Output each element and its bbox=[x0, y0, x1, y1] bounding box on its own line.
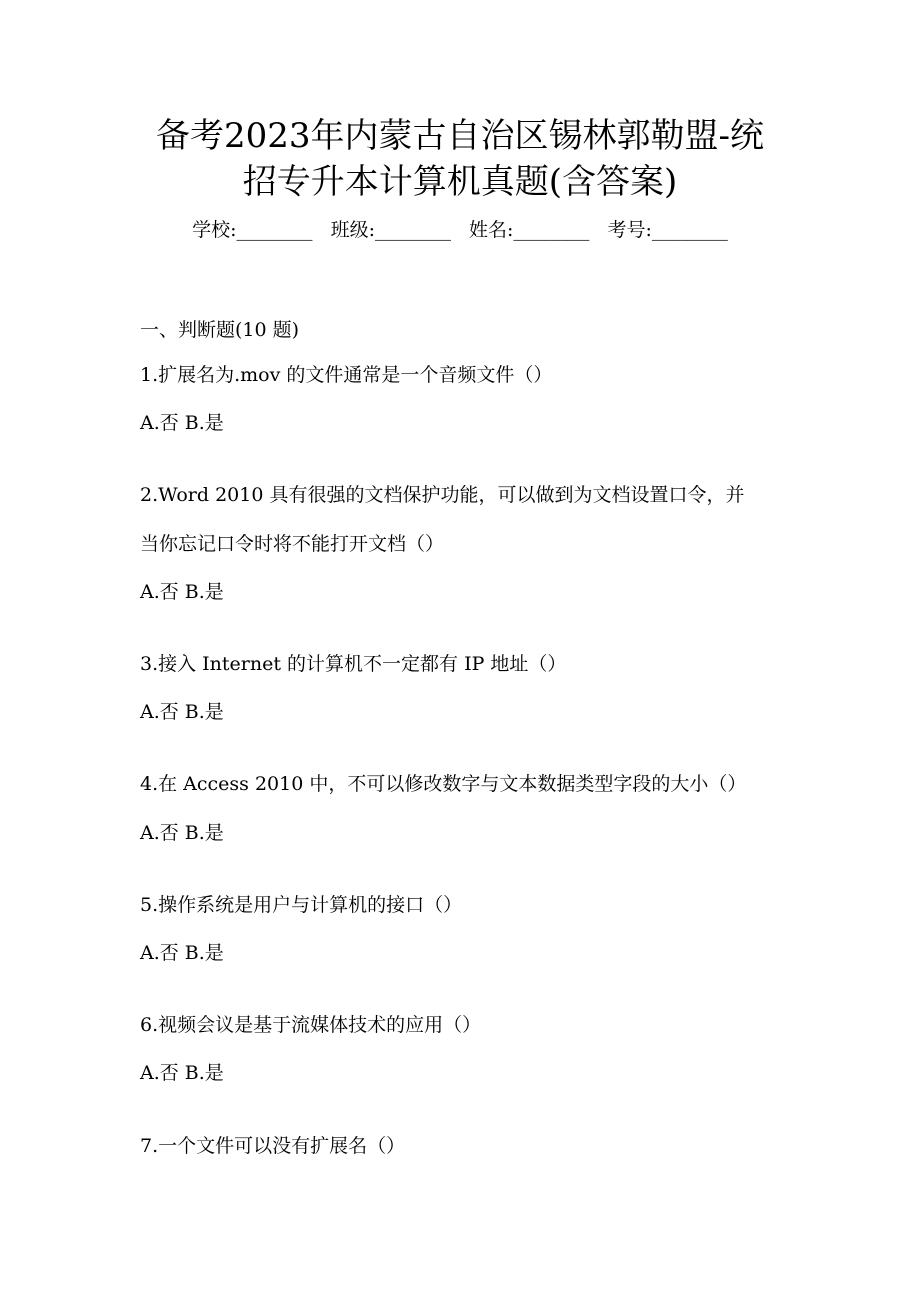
document-title-line1: 备考2023年内蒙古自治区锡林郭勒盟-统 bbox=[155, 116, 764, 156]
question-7-text: 7.一个文件可以没有扩展名（） bbox=[140, 1135, 406, 1157]
class-field: 班级:________ bbox=[330, 219, 451, 241]
section-heading: 一、判断题(10 题) bbox=[140, 319, 300, 341]
question-5-text: 5.操作系统是用户与计算机的接口（） bbox=[140, 894, 463, 916]
document-title-line2: 招专升本计算机真题(含答案) bbox=[242, 162, 678, 202]
exam-number-field: 考号:________ bbox=[607, 219, 728, 241]
question-1-options: A.否 B.是 bbox=[140, 412, 224, 434]
question-3-options: A.否 B.是 bbox=[140, 701, 224, 723]
question-2-text-line2: 当你忘记口令时将不能打开文档（） bbox=[140, 533, 445, 555]
question-4-options: A.否 B.是 bbox=[140, 822, 224, 844]
question-6-text: 6.视频会议是基于流媒体技术的应用（） bbox=[140, 1014, 482, 1036]
question-1-text: 1.扩展名为.mov 的文件通常是一个音频文件（） bbox=[140, 364, 553, 386]
student-info-fields bbox=[0, 218, 920, 242]
question-5-options: A.否 B.是 bbox=[140, 942, 224, 964]
question-2-options: A.否 B.是 bbox=[140, 581, 224, 603]
school-field: 学校:________ bbox=[192, 219, 313, 241]
question-6-options: A.否 B.是 bbox=[140, 1062, 224, 1084]
question-4-text: 4.在 Access 2010 中，不可以修改数字与文本数据类型字段的大小（） bbox=[140, 773, 747, 795]
question-3-text: 3.接入 Internet 的计算机不一定都有 IP 地址（） bbox=[140, 653, 567, 675]
name-field: 姓名:________ bbox=[469, 219, 590, 241]
question-2-text-line1: 2.Word 2010 具有很强的文档保护功能，可以做到为文档设置口令，并 bbox=[140, 484, 745, 506]
